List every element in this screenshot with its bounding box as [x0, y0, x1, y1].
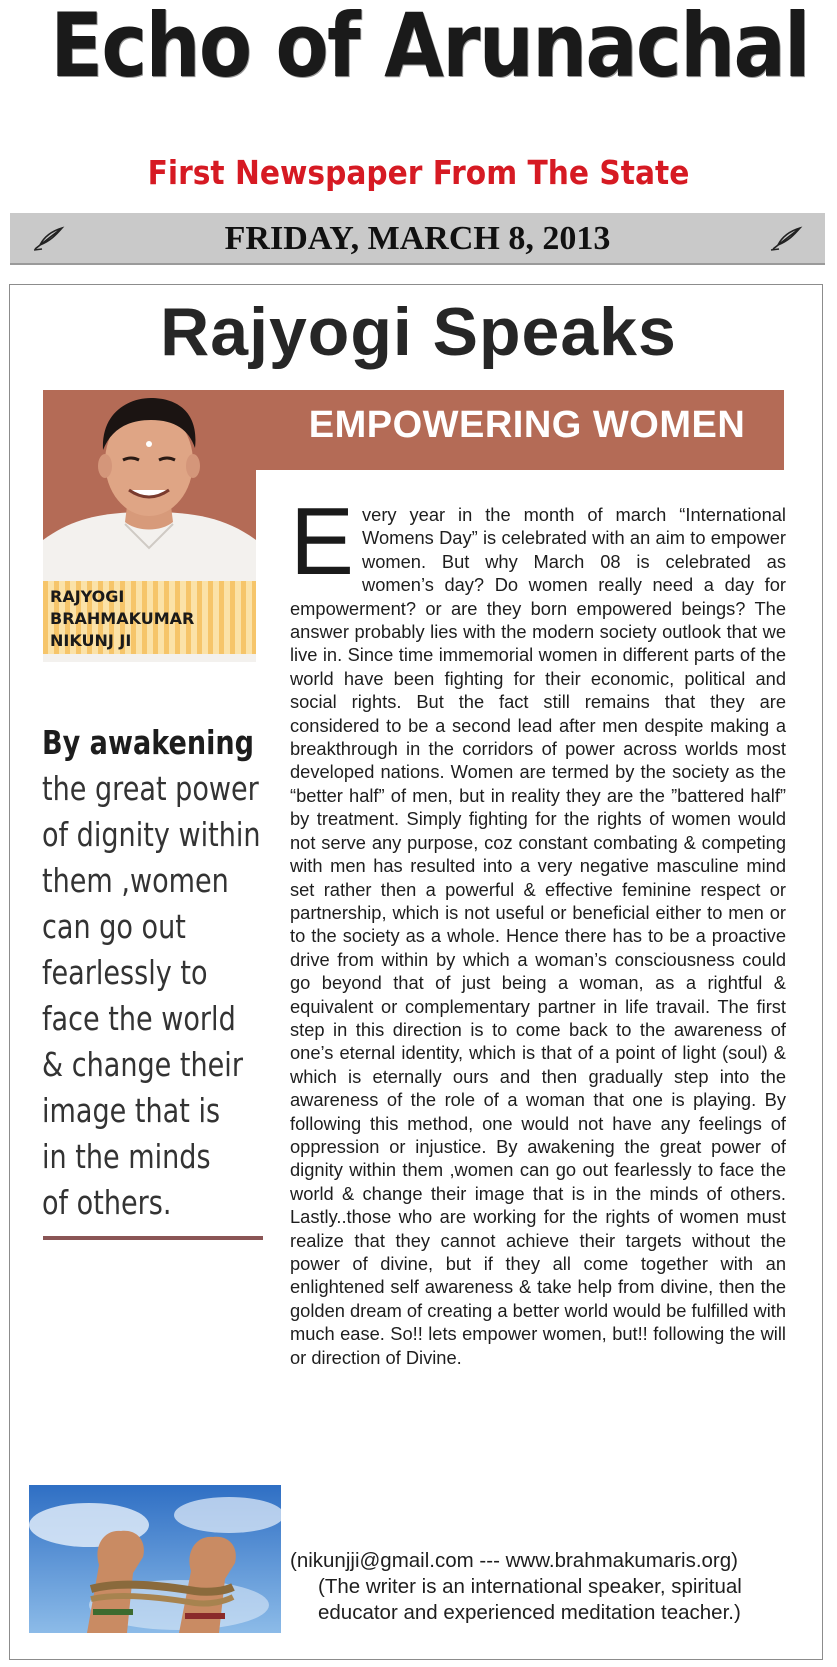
- byline-line: BRAHMAKUMAR: [50, 609, 195, 628]
- pull-quote-line: in the minds: [42, 1137, 211, 1176]
- issue-date: FRIDAY, MARCH 8, 2013: [224, 220, 611, 257]
- article-text: very year in the month of march “International Womens Day” is celebrated with an aim to empower women. But why March 08 is celebrated as women’s day? Do women really need a day for empowerment? or are they born empowered beings? The answer probably lies with the modern society outlook that we live in. Since time immemorial women in different parts of the world have been fighting for their economic, political and social rights. But the fact still remains that they are considered to be a second lead after men despite making a breakthrough in the corridors of power across worlds most developed nations. Women are termed by the society as the “better half” of men, but in reality they are the ”battered half” by treatment. Simply fighting for the rights of women would not serve any purpose, coz constant combating & competing with men has resulted into a very negative masculine mind set rather then a powerful & effective feminine respect or partnership, which is not useful or beneficial either to men or to the society as a whole. Hence there has to be a proactive drive from within by which a woman’s consciousness could go beyond that of just being a woman, as a rightful & equivalent or complementary partner in life travail. The first step in this direction is to come back to the awareness of one’s eternal identity, which is that of a point of light (soul) & which is eternally ours and then gradually step into the awareness of the role of a woman that one is playing. By following this method, one would not have any feelings of oppression or injustice. By awakening the great power of dignity within them ,women can go out fearlessly to face the world & change their image that is in the minds of others. Lastly..those who are working for the rights of women must realize that they cannot achieve their targets without the power of divine, but if they all come together with an enlightened self awareness & take help from divine, then the golden dream of creating a better world would be fulfilled with much ease. So!! lets empower women, but!! following the will or direction of Divine.: [290, 504, 786, 1368]
- bound-hands-image: [29, 1485, 281, 1633]
- article-headline: EMPOWERING WOMEN: [308, 404, 746, 446]
- author-note: (The writer is an international speaker, spiritual: [318, 1575, 742, 1598]
- byline-line: NIKUNJ JI: [50, 631, 132, 650]
- date-bar: [10, 213, 825, 265]
- author-note: educator and experienced meditation teacher.): [318, 1601, 741, 1624]
- pull-quote-line: face the world: [42, 999, 236, 1038]
- pull-quote-line: them ,women: [42, 861, 229, 900]
- quill-pen-icon: [769, 223, 803, 253]
- pull-quote-line: can go out: [42, 907, 186, 946]
- article-body: [290, 488, 786, 1369]
- author-contact: [290, 1548, 790, 1626]
- masthead: [0, 0, 837, 128]
- newspaper-title: Echo of Arunachal: [50, 0, 809, 97]
- contact-line: (nikunjji@gmail.com --- www.brahmakumaris.org): [290, 1549, 738, 1572]
- pull-quote-rule: [43, 1236, 263, 1240]
- pull-quote: [42, 720, 261, 1226]
- pull-quote-line: image that is: [42, 1091, 221, 1130]
- pull-quote-line: of others.: [42, 1183, 172, 1222]
- pull-quote-line: of dignity within: [42, 815, 261, 854]
- byline-line: RAJYOGI: [50, 587, 125, 606]
- pull-quote-line: fearlessly to: [42, 953, 208, 992]
- pull-quote-line: the great power: [42, 769, 259, 808]
- drop-cap: E: [290, 488, 355, 595]
- newspaper-tagline: First Newspaper From The State: [147, 153, 690, 192]
- pull-quote-lead: By awakening: [42, 723, 255, 762]
- pull-quote-line: & change their: [42, 1045, 243, 1084]
- author-byline: [50, 581, 256, 652]
- column-title: Rajyogi Speaks: [160, 294, 677, 370]
